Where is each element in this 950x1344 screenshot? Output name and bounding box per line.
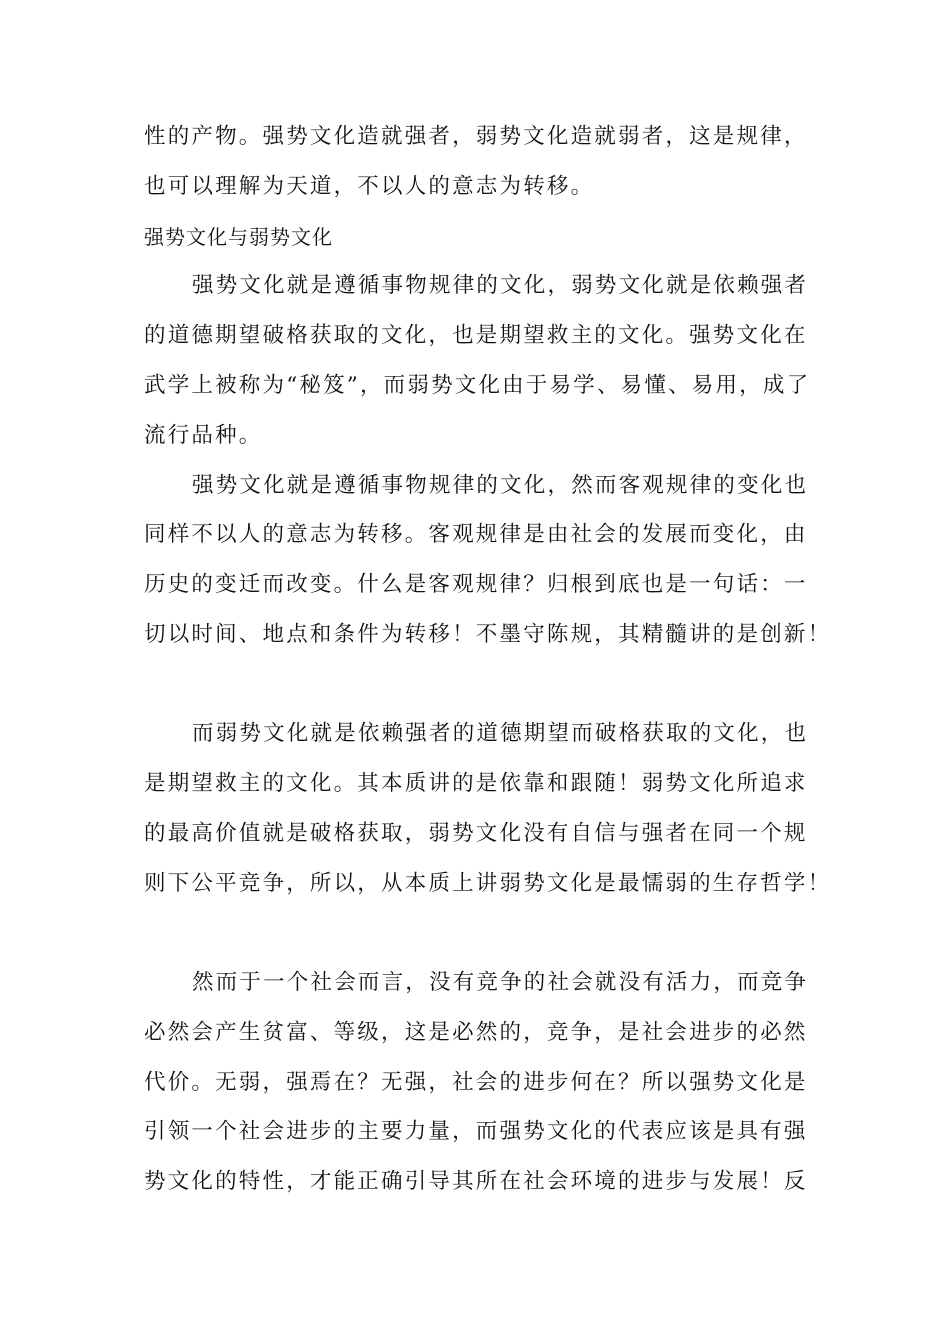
paragraph-line: 武学上被称为“秘笈”，而弱势文化由于易学、易懂、易用，成了: [144, 373, 811, 398]
paragraph-line: 代价。无弱，强焉在？无强，社会的进步何在？所以强势文化是: [144, 1070, 808, 1095]
paragraph-line: 则下公平竞争，所以，从本质上讲弱势文化是最懦弱的生存哲学！: [144, 871, 832, 896]
paragraph-line: 历史的变迁而改变。什么是客观规律？归根到底也是一句话：一: [144, 572, 808, 597]
paragraph-line: 的道德期望破格获取的文化，也是期望救主的文化。强势文化在: [144, 323, 808, 348]
paragraph-line: 的最高价值就是破格获取，弱势文化没有自信与强者在同一个规: [144, 821, 808, 846]
paragraph-line: 必然会产生贫富、等级，这是必然的，竞争，是社会进步的必然: [144, 1020, 808, 1045]
paragraph-line: 强势文化就是遵循事物规律的文化，弱势文化就是依赖强者: [192, 273, 809, 298]
paragraph-line: 切以时间、地点和条件为转移！不墨守陈规，其精髓讲的是创新！: [144, 622, 832, 647]
section-heading: 强势文化与弱势文化: [144, 225, 333, 249]
paragraph-line: 强势文化就是遵循事物规律的文化，然而客观规律的变化也: [192, 473, 809, 498]
paragraph-line: 而弱势文化就是依赖强者的道德期望而破格获取的文化，也: [192, 721, 809, 746]
paragraph-line: 是期望救主的文化。其本质讲的是依靠和跟随！弱势文化所追求: [144, 771, 808, 796]
paragraph-line: 势文化的特性，才能正确引导其所在社会环境的进步与发展！反: [144, 1169, 808, 1194]
paragraph-line: 同样不以人的意志为转移。客观规律是由社会的发展而变化，由: [144, 522, 808, 547]
continuation-line: 也可以理解为天道，不以人的意志为转移。: [144, 174, 595, 199]
paragraph-line: 然而于一个社会而言，没有竞争的社会就没有活力，而竞争: [192, 970, 809, 995]
continuation-line: 性的产物。强势文化造就强者，弱势文化造就弱者，这是规律，: [144, 124, 808, 149]
paragraph-line: 流行品种。: [144, 423, 263, 448]
paragraph-line: 引领一个社会进步的主要力量，而强势文化的代表应该是具有强: [144, 1119, 808, 1144]
